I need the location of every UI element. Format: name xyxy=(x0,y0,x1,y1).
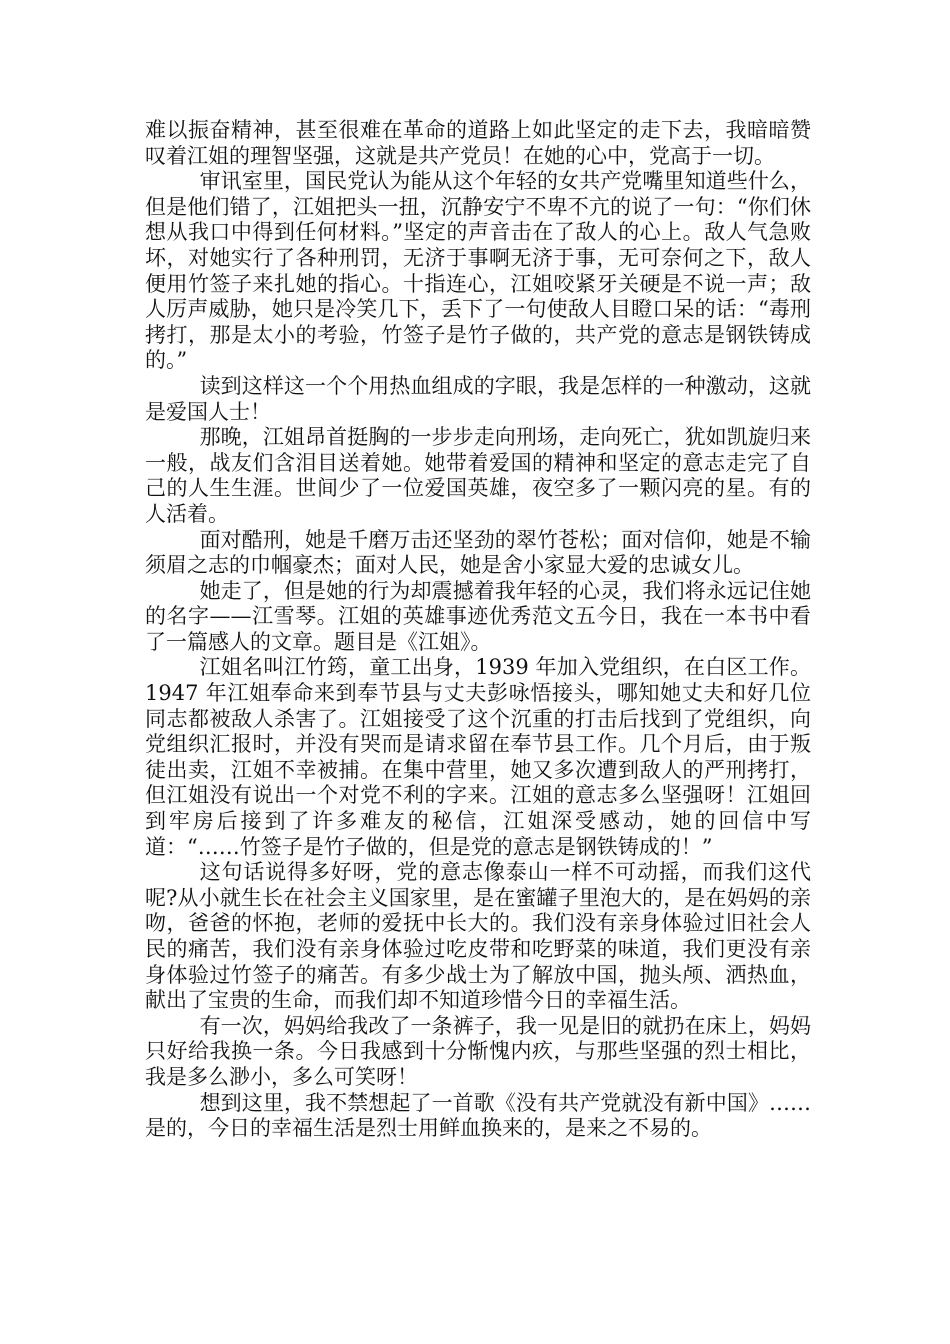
paragraph-6: 她走了，但是她的行为却震撼着我年轻的心灵，我们将永远记住她的名字——江雪琴。江姐的英雄事迹优秀范文五今日，我在一本书中看了一篇感人的文章。题目是《江姐》。 xyxy=(145,578,811,654)
paragraph-4: 那晚，江姐昂首挺胸的一步步走向刑场，走向死亡，犹如凯旋归来一般，战友们含泪目送着她。她带着爱国的精神和坚定的意志走完了自己的人生生涯。世间少了一位爱国英雄，夜空多了一颗闪亮的星。有的人活着。 xyxy=(145,425,811,526)
paragraph-1: 难以振奋精神，甚至很难在革命的道路上如此坚定的走下去，我暗暗赞叹着江姐的理智坚强，这就是共产党员！在她的心中，党高于一切。 xyxy=(145,118,811,168)
paragraph-5: 面对酷刑，她是千磨万击还坚劲的翠竹苍松；面对信仰，她是不输须眉之志的巾帼豪杰；面对人民，她是舍小家显大爱的忠诚女儿。 xyxy=(145,527,811,578)
document-body xyxy=(145,118,811,1142)
paragraph-3: 读到这样这一个个用热血组成的字眼，我是怎样的一种激动，这就是爱国人士！ xyxy=(145,373,811,424)
paragraph-7: 江姐名叫江竹筠，童工出身，1939 年加入党组织，在白区工作。1947 年江姐奉命来到奉节县与丈夫彭咏悟接头，哪知她丈夫和好几位同志都被敌人杀害了。江姐接受了这个沉重的打击后找到了党组织，向党组织汇报时，并没有哭而是请求留在奉节县工作。几个月后，由于叛徒出卖，江姐不幸被捕。在集中营里，她又多次遭到敌人的严刑拷打，但江姐没有说出一个对党不利的字来。江姐的意志多么坚强呀！江姐回到牢房后接到了许多难友的秘信，江姐深受感动，她的回信中写道：“……竹签子是竹子做的，但是党的意志是钢铁铸成的！” xyxy=(145,655,811,859)
paragraph-10: 想到这里，我不禁想起了一首歌《没有共产党就没有新中国》……是的，今日的幸福生活是烈士用鲜血换来的，是来之不易的。 xyxy=(145,1090,811,1141)
paragraph-9: 有一次，妈妈给我改了一条裤子，我一见是旧的就扔在床上，妈妈只好给我换一条。今日我感到十分惭愧内疚，与那些坚强的烈士相比，我是多么渺小，多么可笑呀！ xyxy=(145,1013,811,1089)
paragraph-8: 这句话说得多好呀，党的意志像泰山一样不可动摇，而我们这代呢?从小就生长在社会主义国家里，是在蜜罐子里泡大的，是在妈妈的亲吻，爸爸的怀抱，老师的爱抚中长大的。我们没有亲身体验过旧社会人民的痛苦，我们没有亲身体验过吃皮带和吃野菜的味道，我们更没有亲身体验过竹签子的痛苦。有多少战士为了解放中国，抛头颅、洒热血，献出了宝贵的生命，而我们却不知道珍惜今日的幸福生活。 xyxy=(145,860,811,1013)
paragraph-2: 审讯室里，国民党认为能从这个年轻的女共产党嘴里知道些什么，但是他们错了，江姐把头一扭，沉静安宁不卑不亢的说了一句：“你们休想从我口中得到任何材料。”坚定的声音击在了敌人的心上。敌人气急败坏，对她实行了各种刑罚，无济于事啊无济于事，无可奈何之下，敌人便用竹签子来扎她的指心。十指连心，江姐咬紧牙关硬是不说一声；敌人厉声威胁，她只是冷笑几下，丢下了一句使敌人目瞪口呆的话：“毒刑拷打，那是太小的考验，竹签子是竹子做的，共产党的意志是钢铁铸成的。” xyxy=(145,169,811,373)
